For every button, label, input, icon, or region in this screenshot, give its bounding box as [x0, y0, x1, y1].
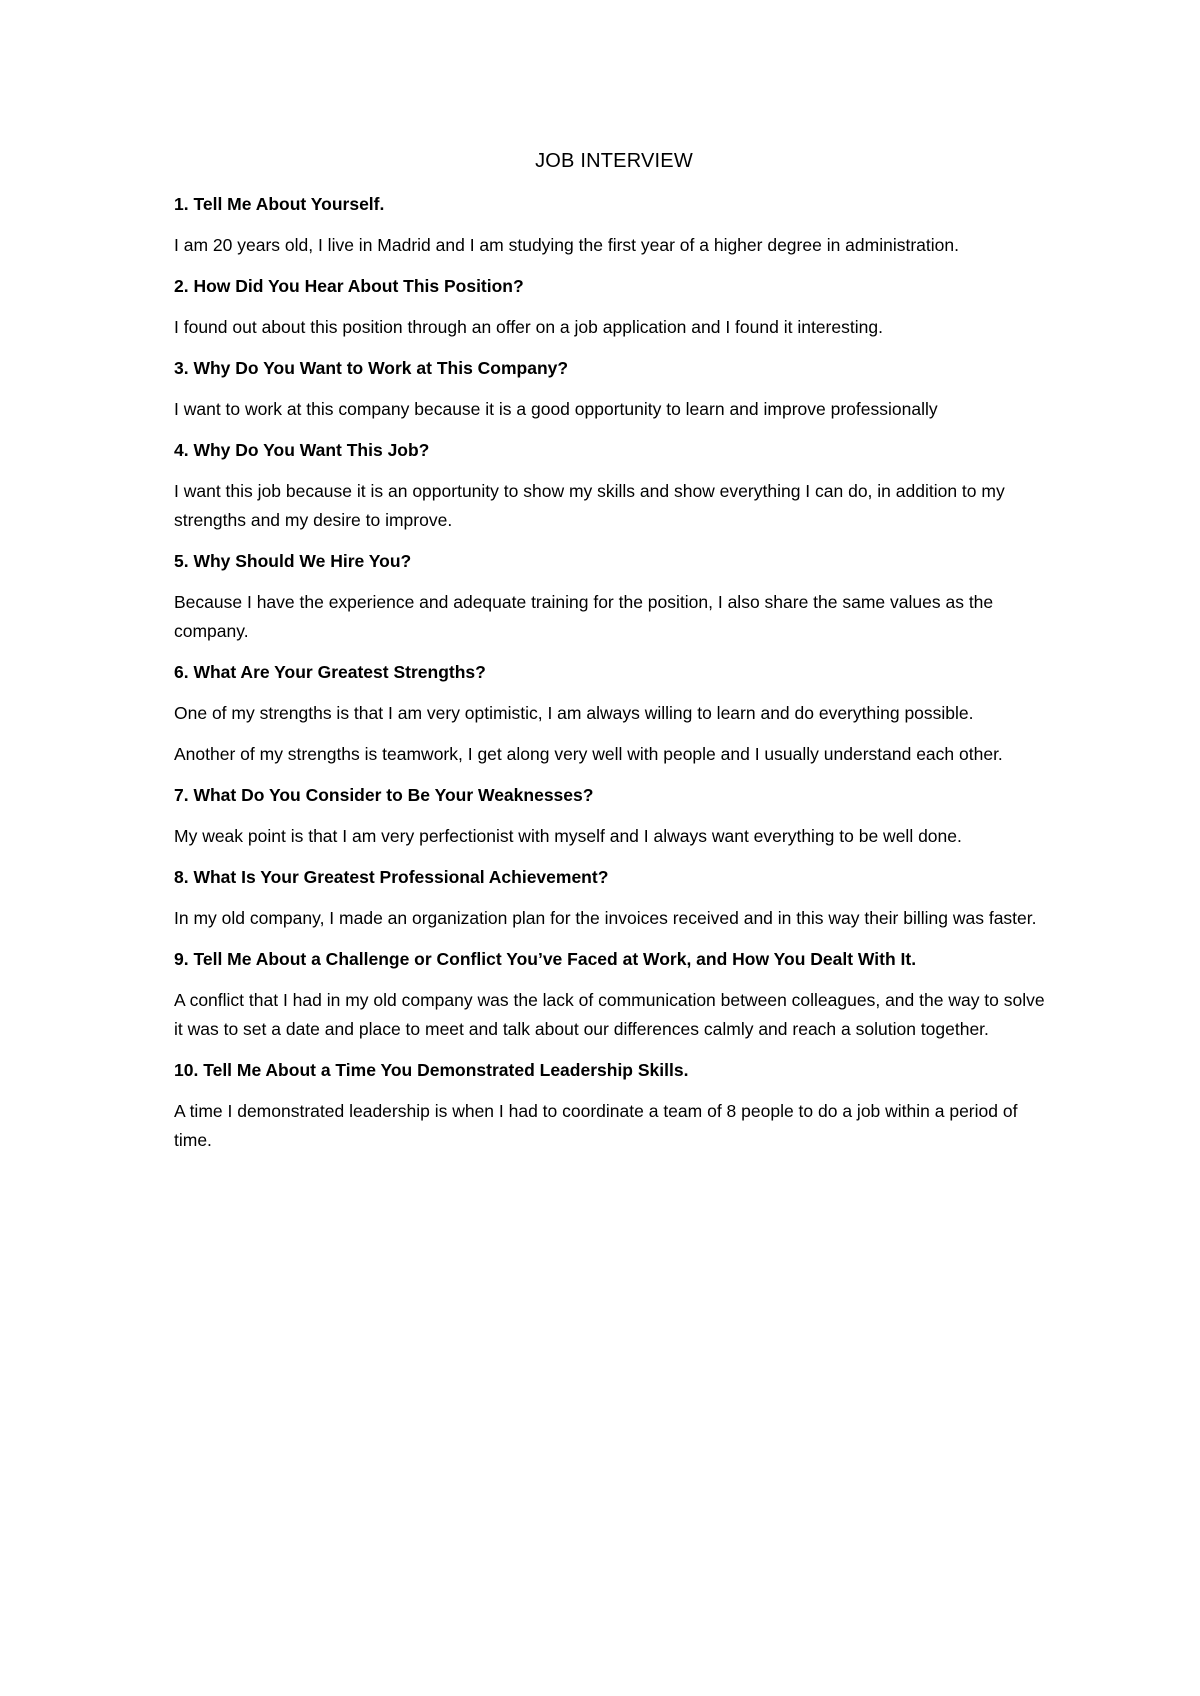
answer-6a: One of my strengths is that I am very optimistic, I am always willing to learn and do everything possible. — [174, 703, 974, 723]
qa-item-3 — [174, 354, 1054, 424]
question-6: 6. What Are Your Greatest Strengths? — [174, 662, 486, 682]
question-2: 2. How Did You Hear About This Position? — [174, 276, 524, 296]
answer-1: I am 20 years old, I live in Madrid and I am studying the first year of a higher degree in administration. — [174, 235, 959, 255]
answer-9: A conflict that I had in my old company was the lack of communication between colleagues, and the way to solve it was to set a date and place to meet and talk about our differences calmly and reach a solution together. — [174, 990, 1045, 1039]
answer-5: Because I have the experience and adequate training for the position, I also share the same values as the company. — [174, 592, 994, 641]
qa-item-9 — [174, 945, 1054, 1044]
answer-10: A time I demonstrated leadership is when I had to coordinate a team of 8 people to do a job within a period of time. — [174, 1101, 1018, 1150]
qa-item-6 — [174, 658, 1054, 769]
answer-4: I want this job because it is an opportunity to show my skills and show everything I can do, in addition to my strengths and my desire to improve. — [174, 481, 1005, 530]
question-3: 3. Why Do You Want to Work at This Company? — [174, 358, 569, 378]
qa-item-2 — [174, 272, 1054, 342]
answer-3: I want to work at this company because it is a good opportunity to learn and improve professionally — [174, 399, 938, 419]
question-5: 5. Why Should We Hire You? — [174, 551, 412, 571]
qa-item-5 — [174, 547, 1054, 646]
answer-7: My weak point is that I am very perfectionist with myself and I always want everything to be well done. — [174, 826, 962, 846]
qa-item-8 — [174, 863, 1054, 933]
document-content — [174, 148, 1054, 1167]
answer-8: In my old company, I made an organization plan for the invoices received and in this way their billing was faster. — [174, 908, 1037, 928]
question-7: 7. What Do You Consider to Be Your Weaknesses? — [174, 785, 594, 805]
question-8: 8. What Is Your Greatest Professional Achievement? — [174, 867, 609, 887]
qa-item-10 — [174, 1056, 1054, 1155]
qa-item-4 — [174, 436, 1054, 535]
answer-2: I found out about this position through an offer on a job application and I found it interesting. — [174, 317, 883, 337]
question-4: 4. Why Do You Want This Job? — [174, 440, 430, 460]
question-9: 9. Tell Me About a Challenge or Conflict You’ve Faced at Work, and How You Dealt With It. — [174, 949, 917, 969]
qa-item-1 — [174, 190, 1054, 260]
question-10: 10. Tell Me About a Time You Demonstrated Leadership Skills. — [174, 1060, 689, 1080]
qa-item-7 — [174, 781, 1054, 851]
question-1: 1. Tell Me About Yourself. — [174, 194, 385, 214]
document-title: JOB INTERVIEW — [535, 150, 693, 172]
answer-6b: Another of my strengths is teamwork, I get along very well with people and I usually understand each other. — [174, 744, 1003, 764]
